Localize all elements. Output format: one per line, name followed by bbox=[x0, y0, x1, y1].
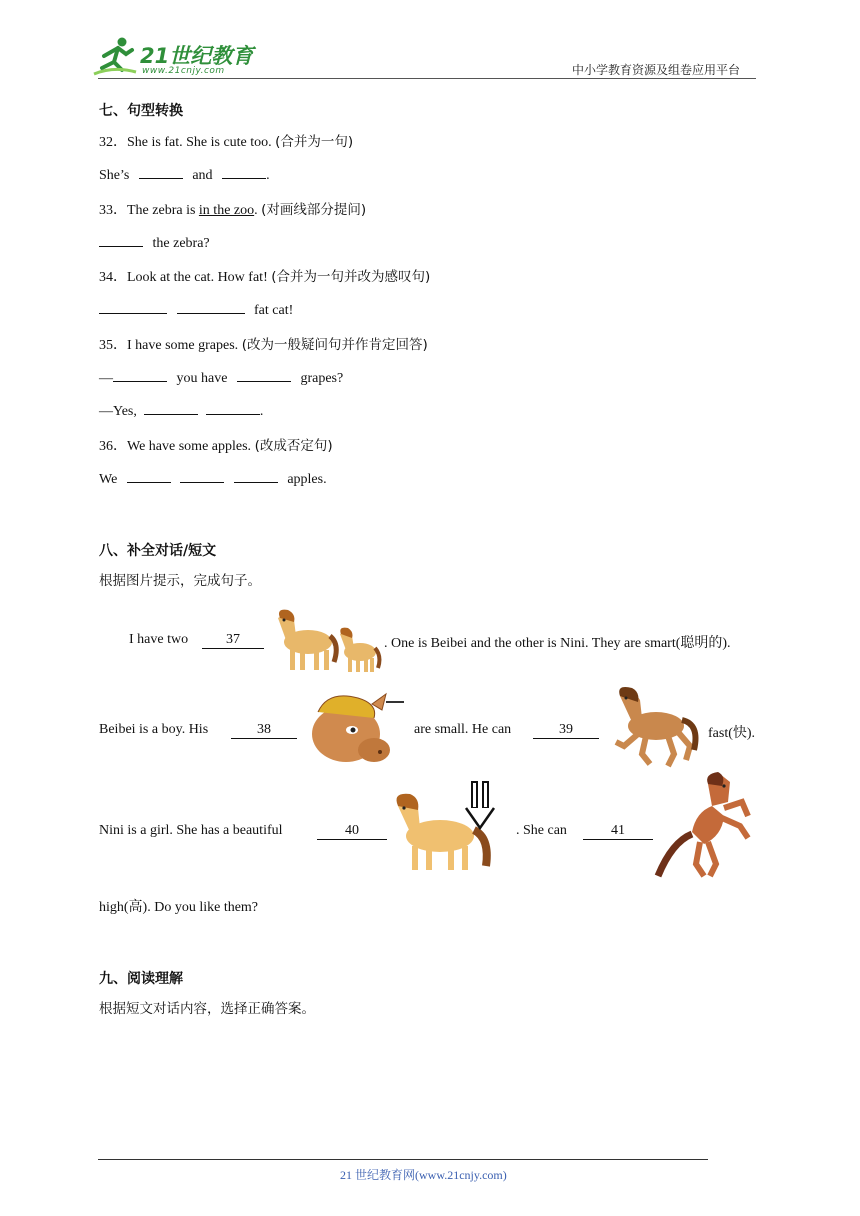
q32-hint: (合并为一句) bbox=[275, 134, 354, 150]
answer-35-line-1 bbox=[99, 367, 343, 387]
horse-ear-picture bbox=[298, 690, 408, 770]
running-horse-picture bbox=[602, 684, 702, 772]
down-arrow-icon bbox=[466, 782, 494, 828]
q33-answer-end: the zebra? bbox=[152, 236, 210, 251]
q36-blank-3[interactable] bbox=[234, 468, 278, 483]
q33-blank-1[interactable] bbox=[99, 232, 143, 247]
blank-37[interactable]: 37 bbox=[202, 632, 264, 649]
blank-41[interactable]: 41 bbox=[583, 823, 653, 840]
q36-we: We bbox=[99, 472, 118, 487]
q36-hint: (改成否定句) bbox=[254, 438, 333, 454]
q36-blank-2[interactable] bbox=[180, 468, 224, 483]
q32-number: 32． bbox=[99, 135, 127, 150]
q33-hint: (对画线部分提问) bbox=[261, 202, 367, 218]
q34-text: Look at the cat. How fat! bbox=[127, 270, 268, 285]
q36-apples: apples. bbox=[287, 472, 327, 487]
q35-you-have: you have bbox=[176, 371, 228, 386]
passage-line-2-start: Beibei is a boy. His bbox=[99, 722, 209, 737]
section-7-title: 七、句型转换 bbox=[99, 103, 183, 119]
q35-text: I have some grapes. bbox=[127, 338, 239, 353]
two-horses-picture bbox=[268, 604, 384, 674]
q33-text-b: . bbox=[254, 203, 258, 218]
header-rule bbox=[98, 78, 756, 79]
horse-tail-picture bbox=[386, 780, 510, 878]
header-platform-text: 中小学教育资源及组卷应用平台 bbox=[572, 63, 741, 77]
q32-answer-start: She’s bbox=[99, 168, 130, 183]
q33-number: 33． bbox=[99, 203, 127, 218]
passage-line-2-mid: are small. He can bbox=[414, 722, 512, 737]
passage-line-1-end: . One is Beibei and the other is Nini. They are smart(聪明的). bbox=[384, 636, 731, 651]
logo-runner-icon bbox=[92, 36, 138, 76]
q33-underlined-text: in the zoo bbox=[198, 203, 255, 218]
passage-line-3-start: Nini is a girl. She has a beautiful bbox=[99, 823, 283, 838]
q32-text: She is fat. She is cute too. bbox=[127, 135, 272, 150]
passage-line-1-start: I have two bbox=[129, 632, 189, 647]
q35-blank-3[interactable] bbox=[144, 400, 198, 415]
q35-hint: (改为一般疑问句并作肯定回答) bbox=[241, 337, 428, 353]
answer-33 bbox=[99, 232, 210, 252]
q34-hint: (合并为一句并改为感叹句) bbox=[271, 269, 431, 285]
blank-39[interactable]: 39 bbox=[533, 722, 599, 739]
q35-grapes: grapes? bbox=[300, 371, 344, 386]
answer-32 bbox=[99, 164, 270, 184]
answer-36 bbox=[99, 468, 327, 488]
q36-text: We have some apples. bbox=[127, 439, 252, 454]
blank-40[interactable]: 40 bbox=[317, 823, 387, 840]
q34-number: 34． bbox=[99, 270, 127, 285]
q33-text-a: The zebra is bbox=[127, 203, 199, 218]
q32-answer-end: . bbox=[266, 168, 270, 183]
q35-number: 35． bbox=[99, 338, 127, 353]
section-8-title: 八、补全对话/短文 bbox=[99, 543, 217, 559]
footer-rule bbox=[98, 1159, 708, 1160]
section-9-instruction: 根据短文对话内容，选择正确答案。 bbox=[99, 1001, 315, 1017]
q35-yes: —Yes, bbox=[99, 404, 137, 419]
header-logo bbox=[92, 36, 262, 78]
question-34 bbox=[99, 265, 430, 286]
q34-answer-end: fat cat! bbox=[254, 303, 294, 318]
q35-dash: — bbox=[99, 371, 113, 386]
question-33 bbox=[99, 198, 366, 219]
section-8-instruction: 根据图片提示，完成句子。 bbox=[99, 573, 261, 589]
passage-line-3-mid: . She can bbox=[516, 823, 567, 838]
passage-line-4: high(高). Do you like them? bbox=[99, 900, 259, 915]
logo-title: 21世纪教育 bbox=[140, 44, 254, 68]
q34-blank-1[interactable] bbox=[99, 299, 167, 314]
question-36 bbox=[99, 434, 333, 455]
jumping-horse-picture bbox=[652, 772, 758, 882]
q35-period: . bbox=[259, 404, 264, 419]
q35-blank-1[interactable] bbox=[113, 367, 167, 382]
q35-blank-2[interactable] bbox=[237, 367, 291, 382]
q34-blank-2[interactable] bbox=[177, 299, 245, 314]
answer-35-line-2 bbox=[99, 400, 263, 420]
q36-blank-1[interactable] bbox=[127, 468, 171, 483]
q32-blank-2[interactable] bbox=[222, 164, 266, 179]
q32-answer-and: and bbox=[192, 168, 213, 183]
section-9-title: 九、阅读理解 bbox=[99, 971, 183, 987]
question-32 bbox=[99, 130, 353, 151]
q32-blank-1[interactable] bbox=[139, 164, 183, 179]
blank-38[interactable]: 38 bbox=[231, 722, 297, 739]
passage-line-2-end: fast(快). bbox=[708, 726, 756, 741]
q36-number: 36． bbox=[99, 439, 127, 454]
question-35 bbox=[99, 333, 428, 354]
logo-url: www.21cnjy.com bbox=[142, 66, 225, 76]
footer-text: 21 世纪教育网(www.21cnjy.com) bbox=[340, 1168, 507, 1182]
answer-34 bbox=[99, 299, 293, 319]
q35-blank-4[interactable] bbox=[206, 400, 260, 415]
